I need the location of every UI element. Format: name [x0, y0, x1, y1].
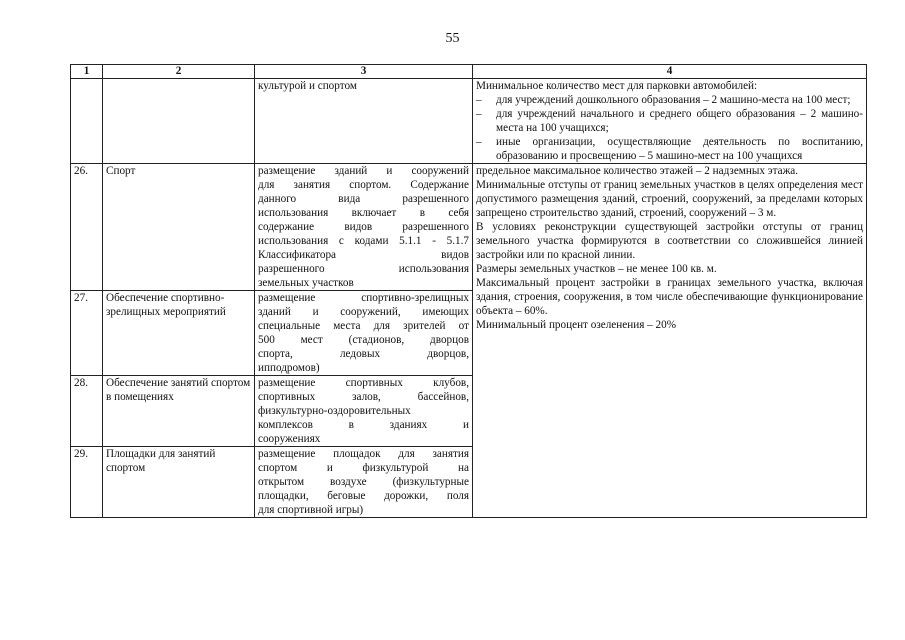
- row-number: 26.: [71, 164, 103, 291]
- table-row-continuation: [71, 79, 867, 164]
- use-type-name: Площадки для занятий спортом: [103, 447, 255, 518]
- description-line: размещение спортивно-зрелищных: [258, 292, 469, 304]
- continuation-desc-cell: культурой и спортом: [255, 79, 473, 164]
- description-line: открытом воздухе (физкультурные: [258, 476, 469, 488]
- description-line: физкультурно-оздоровительных: [258, 405, 411, 417]
- requirement-text: предельное максимальное количество этажей – 2 надземных этажа.: [476, 165, 799, 177]
- description-line: размещение площадок для занятия: [258, 448, 469, 460]
- description-line: Классификатора видов: [258, 249, 469, 261]
- description-line: спортивных залов, бассейнов,: [258, 391, 469, 403]
- row-number: 28.: [71, 376, 103, 447]
- parking-item: [476, 135, 863, 163]
- parking-title: Минимальное количество мест для парковки автомобилей:: [476, 80, 758, 92]
- description-line: зданий и сооружений, имеющих: [258, 306, 469, 318]
- description-line: площадки, беговые дорожки, поля: [258, 490, 469, 502]
- description-line: размещение зданий и сооружений: [258, 165, 469, 177]
- description-line: содержание видов разрешенного: [258, 221, 469, 233]
- use-type-description: [255, 447, 473, 518]
- table-header-row: [71, 65, 867, 79]
- description-line: комплексов в зданиях и: [258, 419, 469, 431]
- description-line: разрешенного использования: [258, 263, 469, 275]
- description-line: размещение спортивных клубов,: [258, 377, 469, 389]
- description-line: земельных участков: [258, 277, 354, 289]
- description-line: 500 мест (стадионов, дворцов: [258, 334, 469, 346]
- column-header-4: 4: [473, 65, 867, 79]
- description-line: специальные места для зрителей от: [258, 320, 469, 332]
- use-type-description: [255, 376, 473, 447]
- column-header-1: 1: [71, 65, 103, 79]
- requirement-text: Минимальные отступы от границ земельных участков в целях определения мест допустимого размещения зданий, строений, сооружений, за пределами которых запрещено строительство зданий, строений, сооружений – 3 м.: [476, 179, 863, 219]
- column-header-2: 2: [103, 65, 255, 79]
- description-line: использования включает в себя: [258, 207, 469, 219]
- parking-item: [476, 93, 863, 107]
- parking-item-text: иные организации, осуществляющие деятельность по воспитанию, образованию и просвещению – 5 машино-мест на 100 учащихся: [496, 136, 863, 162]
- row-number: 29.: [71, 447, 103, 518]
- description-line: использования с кодами 5.1.1 - 5.1.7: [258, 235, 469, 247]
- parking-item: [476, 107, 863, 135]
- description-line: для спортивной игры): [258, 504, 364, 516]
- requirement-text: В условиях реконструкции существующей застройки отступы от границ земельного участка формируются в соответствии со сложившейся линией застройки или по красной линии.: [476, 221, 863, 261]
- description-line: для занятия спортом. Содержание: [258, 179, 469, 191]
- description-line: данного вида разрешенного: [258, 193, 469, 205]
- table-row: [71, 164, 867, 291]
- page-number: 55: [445, 31, 460, 46]
- dash-marker: –: [476, 108, 482, 120]
- use-type-name: Обеспечение спортивно-зрелищных мероприятий: [103, 291, 255, 376]
- requirement-text: Размеры земельных участков – не менее 100 кв. м.: [476, 263, 717, 275]
- parking-requirements-cell: [473, 79, 867, 164]
- parking-item-text: для учреждений начального и среднего общего образования – 2 машино-места на 100 учащихся;: [496, 108, 863, 134]
- land-use-table: [70, 64, 867, 518]
- dash-marker: –: [476, 136, 482, 148]
- permitted-parameters-cell: [473, 164, 867, 518]
- requirement-text: Максимальный процент застройки в границах земельного участка, включая здания, строения, сооружения, в том числе обеспечивающие функционирование объекта – 60%.: [476, 277, 863, 317]
- parking-item-text: для учреждений дошкольного образования – 2 машино-места на 100 мест;: [496, 94, 851, 106]
- continuation-num-cell: [71, 79, 103, 164]
- use-type-description: [255, 291, 473, 376]
- continuation-name-cell: [103, 79, 255, 164]
- dash-marker: –: [476, 94, 482, 106]
- row-number: 27.: [71, 291, 103, 376]
- description-line: сооружениях: [258, 433, 321, 445]
- description-line: спортом и физкультурой на: [258, 462, 469, 474]
- column-header-3: 3: [255, 65, 473, 79]
- description-line: ипподромов): [258, 362, 320, 374]
- use-type-name: Спорт: [103, 164, 255, 291]
- use-type-name: Обеспечение занятий спортом в помещениях: [103, 376, 255, 447]
- description-line: спорта, ледовых дворцов,: [258, 348, 469, 360]
- requirement-text: Минимальный процент озеленения – 20%: [476, 319, 677, 331]
- use-type-description: [255, 164, 473, 291]
